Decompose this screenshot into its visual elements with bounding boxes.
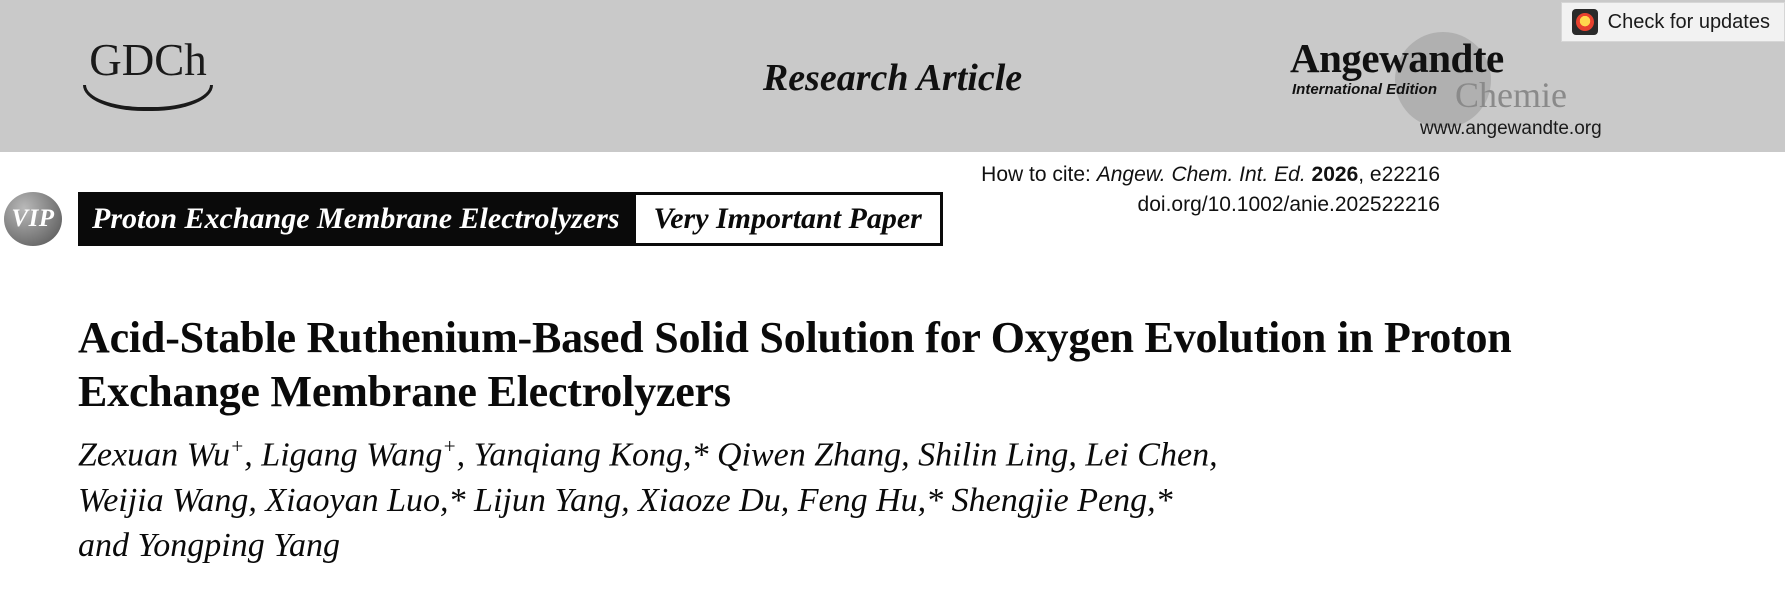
author-line-1 (78, 432, 1578, 478)
author-footnote-marker: + (230, 434, 245, 458)
author-name: Zexuan Wu (78, 436, 231, 474)
section-label: Research Article (762, 57, 1023, 99)
vip-badge-icon: VIP (4, 192, 62, 246)
journal-edition: International Edition (1292, 81, 1437, 98)
crossmark-icon (1572, 9, 1598, 35)
author-name: , Ligang Wang (244, 436, 443, 474)
citation-year: 2026 (1311, 163, 1359, 186)
check-for-updates-label: Check for updates (1607, 10, 1770, 33)
citation-block (981, 160, 1440, 221)
citation-journal: Angew. Chem. Int. Ed. (1096, 163, 1306, 186)
journal-header-bar (0, 0, 1785, 152)
journal-name-secondary: Chemie (1455, 75, 1567, 115)
how-to-cite-line (981, 160, 1440, 190)
angewandte-chemie-logo (1290, 26, 1650, 141)
check-for-updates-badge[interactable] (1561, 2, 1785, 42)
how-to-cite-label: How to cite: (981, 163, 1091, 186)
paper-type-label: Very Important Paper (636, 192, 943, 246)
journal-url[interactable]: www.angewandte.org (1420, 118, 1602, 139)
author-footnote-marker: + (442, 434, 457, 458)
gdch-logo-text: GDCh (89, 35, 207, 85)
author-names-rest: , Yanqiang Kong,* Qiwen Zhang, Shilin Ling, Lei Chen, (456, 436, 1218, 474)
journal-name: Angewandte (1290, 35, 1504, 81)
category-bar (78, 192, 943, 246)
author-line-2: Weijia Wang, Xiaoyan Luo,* Lijun Yang, Xiaoze Du, Feng Hu,* Shengjie Peng,* (78, 481, 1173, 519)
author-list (78, 432, 1578, 568)
article-title: Acid-Stable Ruthenium-Based Solid Solution for Oxygen Evolution in Proton Exchange Membrane Electrolyzers (78, 313, 1512, 417)
citation-article-number: , e22216 (1358, 163, 1440, 186)
author-line-3: and Yongping Yang (78, 526, 341, 564)
category-label: Proton Exchange Membrane Electrolyzers (78, 192, 636, 246)
citation-doi[interactable]: doi.org/10.1002/anie.202522216 (1137, 193, 1440, 217)
